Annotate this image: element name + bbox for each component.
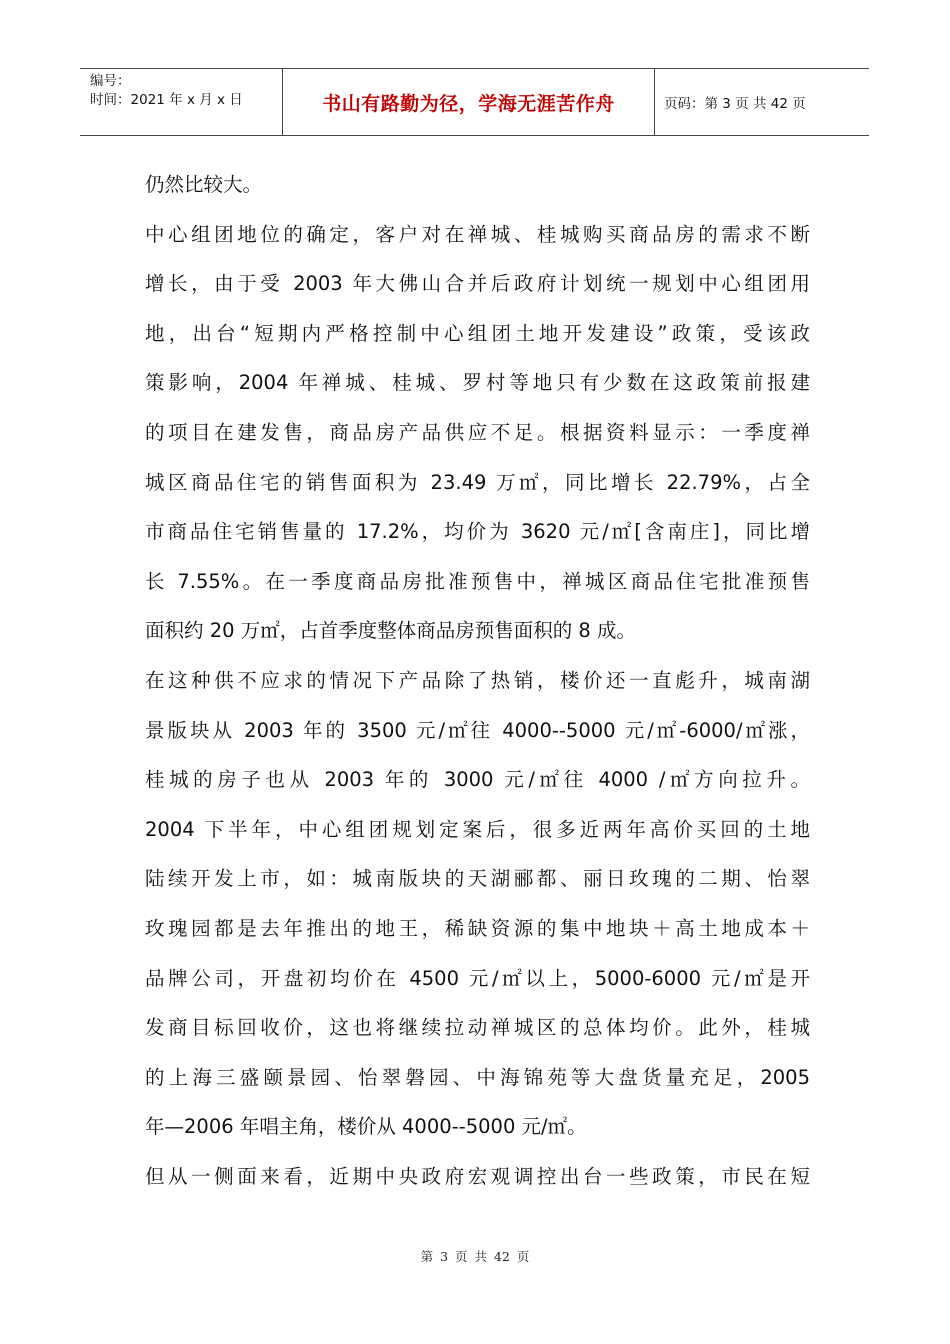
body-line: 2004 下半年，中心组团规划定案后，很多近两年高价买回的土地 (145, 817, 810, 841)
body-line: 发商目标回收价，这也将继续拉动禅城区的总体均价。此外，桂城 (145, 1016, 810, 1040)
body-line: 仍然比较大。 (145, 173, 263, 196)
body-line: 城区商品住宅的销售面积为 23.49 万㎡，同比增长 22.79%，占全 (145, 470, 810, 494)
body-line: 但从一侧面来看，近期中央政府宏观调控出台一些政策，市民在短 (145, 1164, 810, 1188)
body-line: 在这种供不应求的情况下产品除了热销，楼价还一直彪升，城南湖 (145, 668, 810, 692)
body-line: 长 7.55%。在一季度商品房批准预售中，禅城区商品住宅批准预售 (145, 569, 810, 593)
page-footer: 第 3 页 共 42 页 (420, 1249, 530, 1264)
body-line: 面积约 20 万㎡，占首季度整体商品房预售面积的 8 成。 (145, 619, 637, 643)
header-meta (80, 69, 282, 135)
document-body (145, 160, 810, 1201)
body-line: 景版块从 2003 年的 3500 元/㎡往 4000--5000 元/㎡-6000/㎡涨， (145, 718, 810, 742)
number-label: 编号： (90, 73, 131, 89)
body-line: 品牌公司，开盘初均价在 4500 元/㎡以上，5000-6000 元/㎡是开 (145, 966, 810, 990)
date-label: 时间：2021 年 x 月 x 日 (90, 92, 243, 108)
body-line: 策影响，2004 年禅城、桂城、罗村等地只有少数在这政策前报建 (145, 371, 810, 395)
header-page-info: 页码：第 3 页 共 42 页 (664, 96, 806, 112)
body-line: 桂城的房子也从 2003 年的 3000 元/㎡往 4000 /㎡方向拉升。 (145, 768, 810, 792)
body-line: 增长，由于受 2003 年大佛山合并后政府计划统一规划中心组团用 (145, 272, 810, 296)
body-line: 市商品住宅销售量的 17.2%，均价为 3620 元/㎡[含南庄]，同比增 (145, 520, 810, 544)
body-line: 陆续开发上市，如：城南版块的天湖郦都、丽日玫瑰的二期、怡翠 (145, 867, 810, 891)
header-motto: 书山有路勤为径，学海无涯苦作舟 (322, 92, 615, 115)
body-line: 年—2006 年唱主角，楼价从 4000--5000 元/㎡。 (145, 1115, 587, 1139)
body-line: 地，出台“短期内严格控制中心组团土地开发建设”政策，受该政 (145, 321, 810, 345)
header-divider-right (654, 69, 655, 135)
body-line: 的上海三盛颐景园、怡翠磐园、中海锦苑等大盘货量充足，2005 (145, 1065, 810, 1089)
body-line: 的项目在建发售，商品房产品供应不足。根据资料显示：一季度禅 (145, 420, 810, 444)
page-header (80, 68, 869, 136)
body-line: 玫瑰园都是去年推出的地王，稀缺资源的集中地块＋高土地成本＋ (145, 916, 810, 940)
body-line: 中心组团地位的确定，客户对在禅城、桂城购买商品房的需求不断 (145, 222, 810, 246)
